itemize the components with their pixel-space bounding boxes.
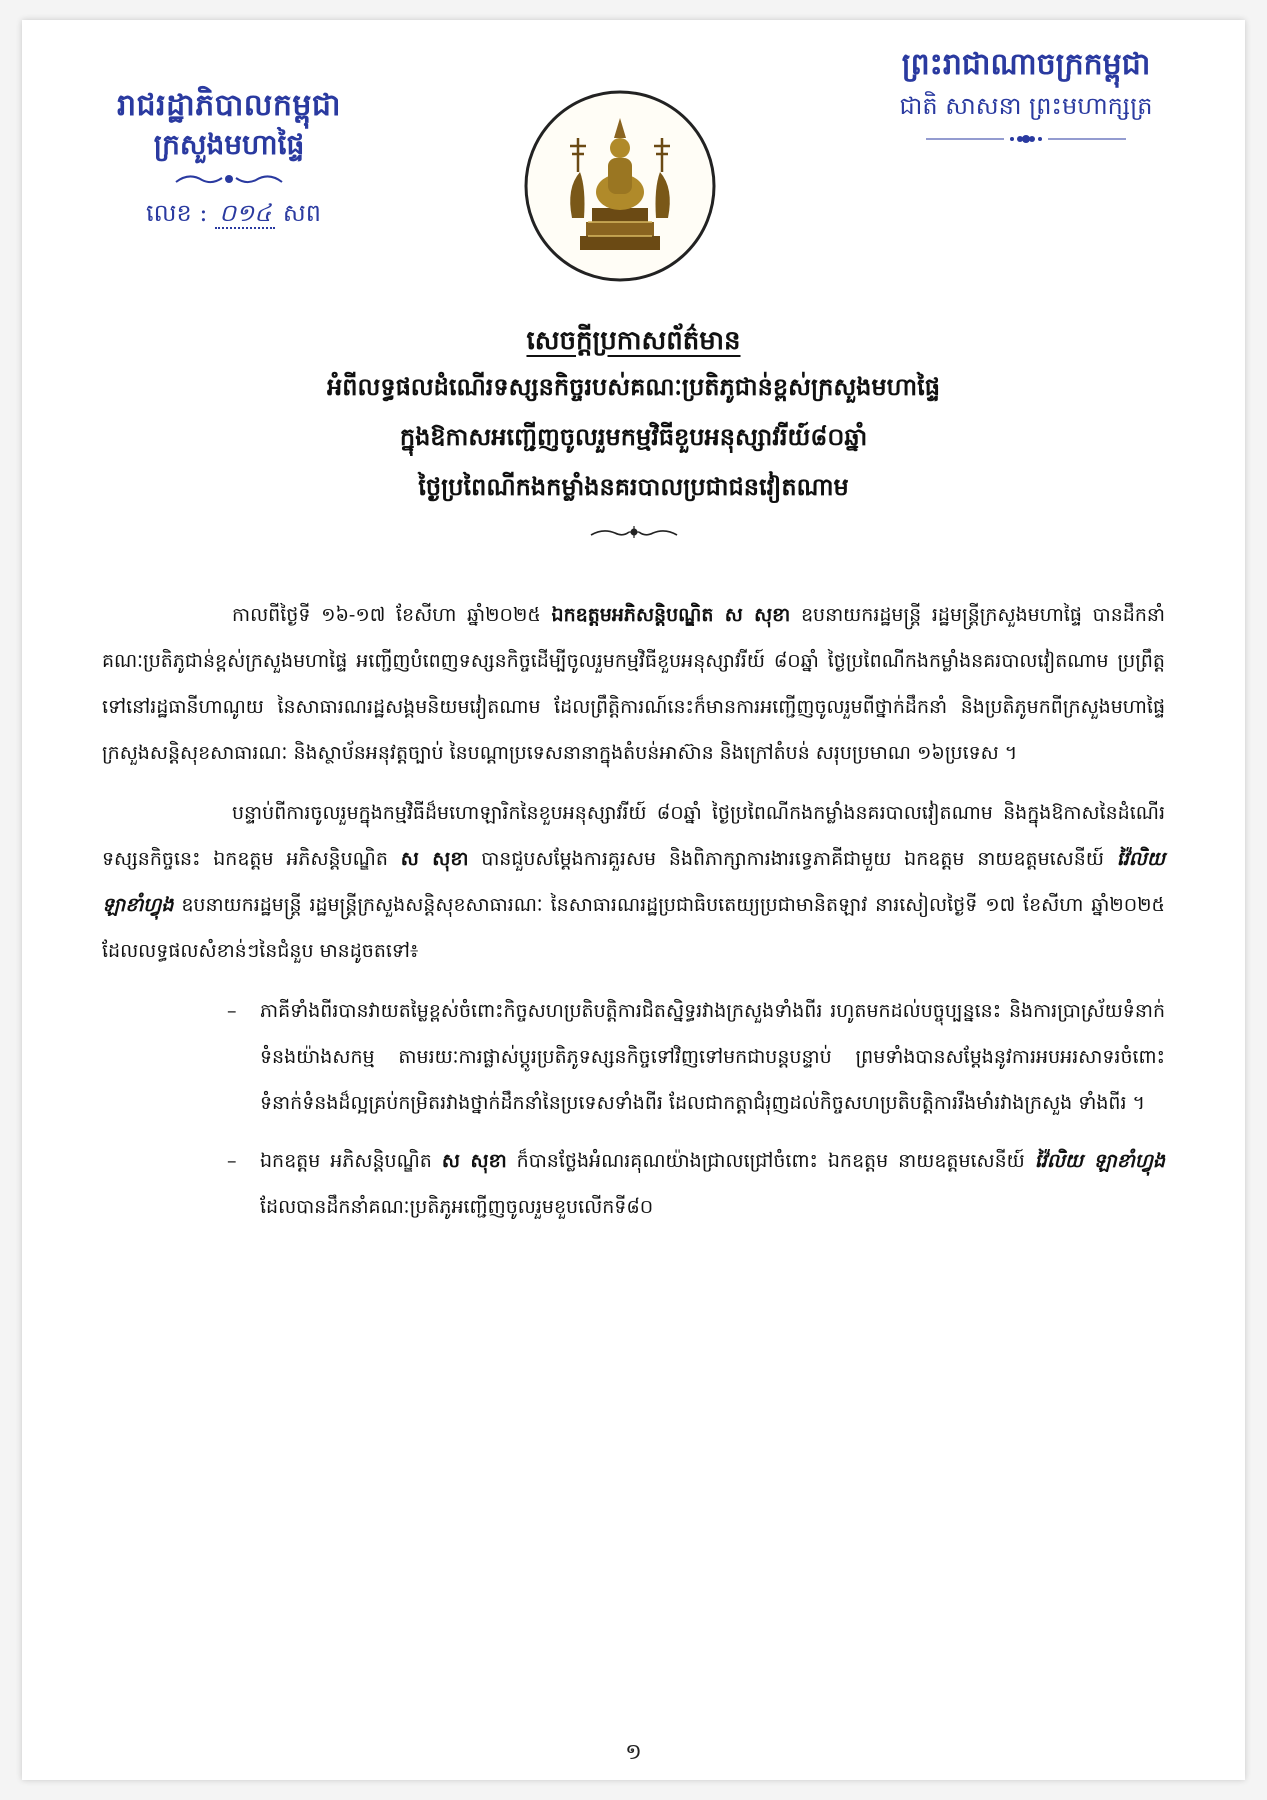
b2-text-e: ដែលបានដឹកនាំគណៈប្រតិភូអញ្ជើញចូលរួមខួបលើកទី៨០	[260, 1196, 654, 1218]
p1-name: ឯកឧត្តមអភិសន្តិបណ្ឌិត ស សុខា	[551, 604, 791, 626]
page-number: ១	[625, 1740, 642, 1765]
motto-ornament-icon	[926, 132, 1126, 146]
left-header	[84, 86, 374, 230]
p2-text-e: ឧបនាយករដ្ឋមន្ត្រី រដ្ឋមន្ត្រីក្រសួងសន្តិសុខសាធារណៈ នៃសាធារណរដ្ឋប្រជាធិបតេយ្យប្រជាមានិតឡាវ នារសៀលថ្ងៃទី ១៧ ខែសីហា ឆ្នាំ២០២៥ ដែលលទ្ធផលសំខាន់ៗនៃជំនួប មានដូចតទៅ៖	[102, 894, 1165, 962]
paragraph-1	[102, 592, 1165, 776]
b2-lao-name: វ៉ៃលិយ ឡាខាំហ្វុង	[1034, 1150, 1165, 1172]
list-item	[102, 1138, 1165, 1230]
paragraph-2	[102, 790, 1165, 974]
bullet-1-text: ភាគីទាំងពីរបានវាយតម្លៃខ្ពស់ចំពោះកិច្ចសហប្រតិបត្តិការជិតស្និទ្ធរវាងក្រសួងទាំងពីរ រហូតមកដល់បច្ចុប្បន្ននេះ និងការប្រាស្រ័យទំនាក់ទំនងយ៉ាងសកម្ម តាមរយៈការផ្លាស់ប្តូរប្រតិភូទស្សនកិច្ចទៅវិញទៅមកជាបន្តបន្ទាប់ ព្រមទាំងបានសម្តែងនូវការអបអរសាទរចំពោះទំនាក់ទំនងដ៏ល្អគ្រប់កម្រិតរវាងថ្នាក់ដឹកនាំនៃប្រទេសទាំងពីរ ដែលជាកត្តាជំរុញដល់កិច្ចសហប្រតិបត្តិការរឹងមាំរវាងក្រសួង ទាំងពីរ ។	[260, 1000, 1165, 1114]
title-divider-icon	[589, 524, 679, 542]
bullet-dash: –	[227, 1000, 237, 1022]
title-line-1: អំពីលទ្ធផលដំណើរទស្សនកិច្ចរបស់គណៈប្រតិភូជាន់ខ្ពស់ក្រសួងមហាផ្ទៃ	[327, 372, 940, 401]
document-heading: សេចក្តីប្រកាសព័ត៌មាន	[526, 326, 741, 356]
document-body	[102, 592, 1165, 1242]
reference-number	[84, 196, 374, 230]
document-page	[22, 20, 1245, 1780]
right-header	[861, 42, 1191, 150]
ornament-icon	[174, 170, 284, 188]
kingdom-name: ព្រះរាជាណាចក្រកម្ពុជា	[901, 47, 1151, 82]
result-list	[102, 988, 1165, 1230]
ref-label: លេខ :	[146, 199, 208, 227]
title-line-3: ថ្ងៃប្រពៃណីកងកម្លាំងនគរបាលប្រជាជនវៀតណាម	[418, 472, 849, 501]
ministry-name: ក្រសួងមហាផ្ទៃ	[153, 128, 305, 161]
title-block	[102, 320, 1165, 546]
p2-lao-name: វ៉ៃលិយ ឡាខាំហ្វុង	[102, 848, 1165, 916]
bullet-dash: –	[227, 1150, 237, 1172]
p2-text-c: បានជួបសម្តែងការគួរសម និងពិភាក្សាការងារទ្វេភាគីជាមួយ ឯកឧត្តម នាយឧត្តមសេនីយ៍	[468, 848, 1117, 870]
p2-name: ស សុខា	[400, 848, 469, 870]
p1-text-c: ឧបនាយករដ្ឋមន្ត្រី រដ្ឋមន្ត្រីក្រសួងមហាផ្ទៃ បានដឹកនាំគណៈប្រតិភូជាន់ខ្ពស់ក្រសួងមហាផ្ទៃ អញ្ជើញបំពេញទស្សនកិច្ចដើម្បីចូលរួមកម្មវិធីខួបអនុស្សាវរីយ៍ ៨០ឆ្នាំ ថ្ងៃប្រពៃណីកងកម្លាំងនគរបាលវៀតណាម ប្រព្រឹត្តទៅនៅរដ្ឋធានីហាណូយ នៃសាធារណរដ្ឋសង្គមនិយមវៀតណាម ដែលព្រឹត្តិការណ៍នេះក៏មានការអញ្ជើញចូលរួមពីថ្នាក់ដឹកនាំ និងប្រតិភូមកពីក្រសួងមហាផ្ទៃ ក្រសួងសន្តិសុខសាធារណៈ និងស្ថាប័នអនុវត្តច្បាប់ នៃបណ្តាប្រទេសនានាក្នុងតំបន់អាស៊ាន និងក្រៅតំបន់ សរុបប្រមាណ ១៦ប្រទេស ។	[102, 604, 1165, 764]
royal-emblem-icon	[522, 88, 718, 284]
ref-suffix: សព	[282, 199, 321, 227]
p1-text-a: កាលពីថ្ងៃទី ១៦-១៧ ខែសីហា ឆ្នាំ២០២៥	[232, 604, 552, 626]
p2-text-a: បន្ទាប់ពីការចូលរួមក្នុងកម្មវិធីដ៏មហោឡារិកនៃខួបអនុស្សាវរីយ៍ ៨០ឆ្នាំ ថ្ងៃប្រពៃណីកងកម្លាំងនគរបាលវៀតណាម និងក្នុងឱកាសនៃដំណើរទស្សនកិច្ចនេះ ឯកឧត្តម អភិសន្តិបណ្ឌិត	[102, 802, 1165, 870]
government-name: រាជរដ្ឋាភិបាលកម្ពុជា	[117, 88, 341, 123]
national-motto: ជាតិ សាសនា ព្រះមហាក្សត្រ	[899, 92, 1153, 120]
ref-number: ០១៤	[215, 199, 275, 229]
title-line-2: ក្នុងឱកាសអញ្ជើញចូលរួមកម្មវិធីខួបអនុស្សាវរីយ៍៨០ឆ្នាំ	[399, 422, 868, 451]
b2-text-a: ឯកឧត្តម អភិសន្តិបណ្ឌិត	[260, 1150, 442, 1172]
b2-name: ស សុខា	[441, 1150, 507, 1172]
b2-text-c: ក៏បានថ្លែងអំណរគុណយ៉ាងជ្រាលជ្រៅចំពោះ ឯកឧត្តម នាយឧត្តមសេនីយ៍	[506, 1150, 1035, 1172]
list-item	[102, 988, 1165, 1126]
